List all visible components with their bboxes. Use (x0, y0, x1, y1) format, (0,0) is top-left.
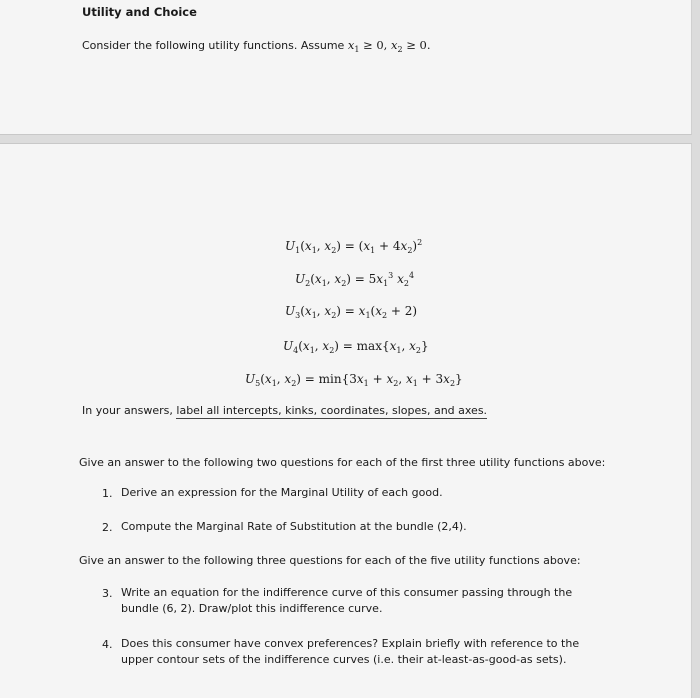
question-3-number: 3. (102, 587, 113, 600)
question-3-line-1: Write an equation for the indifference curve of this consumer passing through the (121, 586, 573, 599)
question-1-number: 1. (102, 487, 113, 500)
intro-assumption-math: $x_1 \ge 0$, $x_2 \ge 0$. (347, 38, 431, 54)
question-3-line-2: bundle (6, 2). Draw/plot this indifference curve. (121, 602, 383, 615)
equation-u5: $U_5(x_1$, $x_2) = \min\{3x_1 + x_2$, $x_1 + 3x_2$} (245, 372, 463, 388)
question-2-number: 2. (102, 521, 113, 534)
answer-instruction (82, 404, 487, 417)
equation-u1: $U_1(x_1$, $x_2) = (x_1 + 4x_2)^2$ (285, 238, 423, 255)
question-4-line-1: Does this consumer have convex preferences? Explain briefly with reference to the (121, 637, 580, 650)
instruction-prefix: In your answers, (82, 404, 177, 417)
section-a-intro: Give an answer to the following two questions for each of the first three utility functions above: (79, 456, 606, 469)
equation-u4: $U_4(x_1$, $x_2) = \max\{x_1$, $x_2$} (283, 339, 429, 355)
question-4-number: 4. (102, 638, 113, 651)
question-1-text: Derive an expression for the Marginal Utility of each good. (121, 486, 443, 499)
intro-prefix: Consider the following utility functions. Assume (82, 39, 348, 52)
section-b-intro: Give an answer to the following three questions for each of the five utility functions above: (79, 554, 581, 567)
instruction-emphasis: label all intercepts, kinks, coordinates, slopes, and axes. (176, 404, 488, 417)
question-4-text (121, 636, 579, 668)
question-2-text: Compute the Marginal Rate of Substitution at the bundle (2,4). (121, 520, 467, 533)
question-3-text (121, 585, 572, 617)
equation-u2: $U_2(x_1$, $x_2) = 5x_1^3$ $x_2^4$ (295, 271, 415, 288)
header-panel (0, 0, 692, 135)
equation-u3: $U_3(x_1$, $x_2) = x_1(x_2 + 2)$ (285, 304, 418, 320)
page-title: Utility and Choice (82, 5, 197, 19)
intro-text (82, 38, 431, 54)
question-4-line-2: upper contour sets of the indifference curves (i.e. their at-least-as-good-as sets). (121, 653, 567, 666)
